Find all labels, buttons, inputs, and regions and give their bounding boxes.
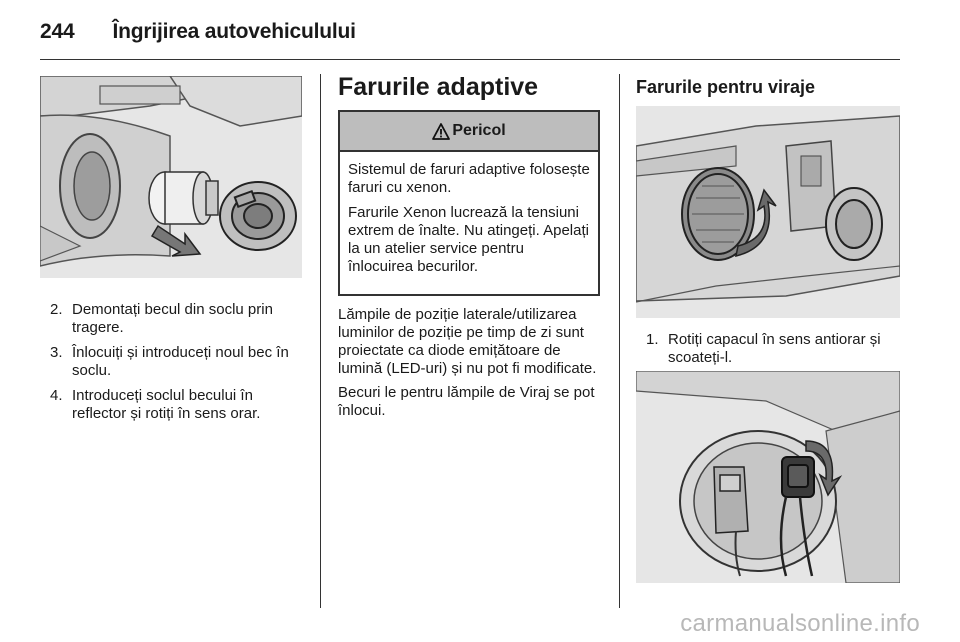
warning-paragraph: Sistemul de faruri adaptive folosește faruri cu xenon. (348, 161, 590, 196)
page-header (40, 14, 356, 50)
bulb-replacement-steps (50, 301, 308, 430)
warning-header (340, 112, 598, 152)
headlight-cover-illustration (636, 106, 900, 318)
warning-paragraph: Farurile Xenon lucrează la tensiuni extrem de înalte. Nu atingeți. Apelați la un atelier service pentru înlocuirea becurilor. (348, 204, 589, 275)
chapter-title: Îngrijirea autovehiculului (112, 20, 356, 43)
warning-triangle-icon (432, 123, 450, 140)
list-item: 3. Înlocuiți și introduceți noul bec în soclu. (50, 344, 289, 379)
warning-body (340, 152, 598, 276)
warning-label: Pericol (452, 122, 506, 139)
adaptive-headlights-text (338, 306, 604, 426)
bulb-socket-illustration (636, 371, 900, 583)
section-title-adaptive-headlights: Farurile adaptive (338, 73, 539, 101)
danger-warning-box (338, 110, 600, 296)
body-paragraph: Becuri le pentru lămpile de Viraj se pot înlocui. (338, 384, 595, 419)
page-number: 244 (40, 20, 75, 43)
cornering-light-steps (646, 331, 900, 374)
column-divider-left (320, 74, 321, 608)
list-item: 2. Demontați becul din soclu prin tragere. (50, 301, 273, 336)
list-item: 4. Introduceți soclul becului în reflector și rotiți în sens orar. (50, 387, 261, 422)
header-divider (40, 59, 900, 60)
body-paragraph: Lămpile de poziție laterale/utilizarea luminilor de poziție pe timp de zi sunt proiectate ca diode emițătoare de lumină (LED-uri) și nu pot fi modificate. (338, 306, 597, 377)
column-divider-right (619, 74, 620, 608)
bulb-removal-illustration (40, 76, 302, 278)
section-title-cornering-lights: Farurile pentru viraje (636, 77, 816, 97)
list-item: 1. Rotiți capacul în sens antiorar și scoateți-l. (646, 331, 881, 366)
watermark: carmanualsonline.info (680, 610, 920, 637)
